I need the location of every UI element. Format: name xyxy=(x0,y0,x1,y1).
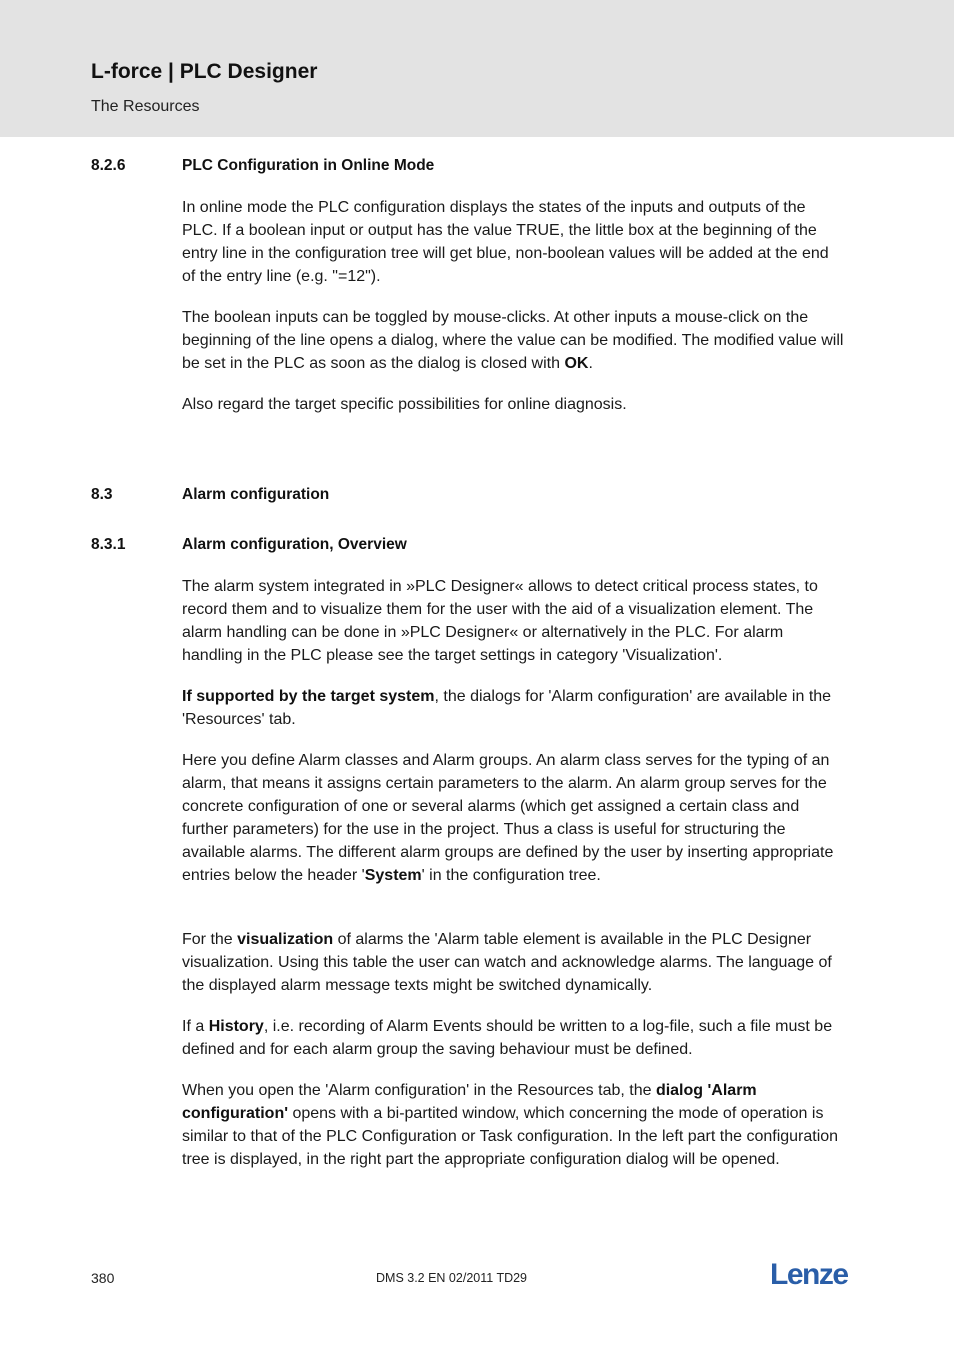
bold-text: OK xyxy=(564,355,589,372)
text-run: The boolean inputs can be toggled by mouse-clicks. At other inputs a mouse-click on the beginning of the line opens a dialog, where the value can be modified. The modified value will be set in the PLC as soon as the dialog is closed with xyxy=(182,309,844,372)
paragraph xyxy=(182,685,844,731)
bold-text: dialog 'Alarm configuration' xyxy=(182,1082,757,1122)
paragraph xyxy=(182,749,844,887)
bold-text: If supported by the target system xyxy=(182,688,435,705)
paragraph xyxy=(182,1015,844,1061)
text-run: For the xyxy=(182,931,238,948)
bold-text: System xyxy=(364,867,422,884)
document-title: L-force | PLC Designer xyxy=(91,60,318,83)
section-title: Alarm configuration xyxy=(182,486,330,503)
section-number: 8.3.1 xyxy=(91,536,126,553)
paragraph xyxy=(182,928,844,997)
paragraph: Also regard the target specific possibilities for online diagnosis. xyxy=(182,396,627,413)
text-run: . xyxy=(588,355,593,372)
paragraph: In online mode the PLC configuration displays the states of the inputs and outputs of the PLC. If a boolean input or output has the value TRUE, the little box at the beginning of the entry line in the configuration tree will get blue, non-boolean values will be added at the end of the entry line (e.g. "=12"). xyxy=(182,199,829,285)
bold-text: History xyxy=(208,1018,264,1035)
bold-text: visualization xyxy=(237,931,334,948)
lenze-logo: Lenze xyxy=(770,1258,848,1291)
paragraph: The alarm system integrated in »PLC Designer« allows to detect critical process states, to record them and to visualize them for the user with the aid of a visualization element. The alarm handling can be done in »PLC Designer« or alternatively in the PLC. For alarm handling in the PLC please see the target settings in category 'Visualization'. xyxy=(182,578,818,664)
text-run: , the dialogs for 'Alarm configuration' are available in the 'Resources' tab. xyxy=(182,688,832,728)
section-title: Alarm configuration, Overview xyxy=(182,536,407,553)
text-run: ' in the configuration tree. xyxy=(421,867,601,884)
section-title: PLC Configuration in Online Mode xyxy=(182,157,435,174)
chapter-subtitle: The Resources xyxy=(91,98,200,115)
text-run: If a xyxy=(182,1018,209,1035)
text-run: , i.e. recording of Alarm Events should be written to a log-file, such a file must be defined and for each alarm group the saving behaviour must be defined. xyxy=(182,1018,833,1058)
text-run: opens with a bi-partited window, which concerning the mode of operation is similar to that of the PLC Configuration or Task configuration. In the left part the configuration tree is displayed, in the right part the appropriate configuration dialog will be opened. xyxy=(182,1105,839,1168)
section-number: 8.3 xyxy=(91,486,113,503)
section-number: 8.2.6 xyxy=(91,157,126,174)
text-run: of alarms the 'Alarm table element is available in the PLC Designer visualization. Using this table the user can watch and acknowledge alarms. The language of the displayed alarm message texts might be switched dynamically. xyxy=(182,931,832,994)
paragraph xyxy=(182,1079,844,1171)
text-run: Here you define Alarm classes and Alarm groups. An alarm class serves for the typing of an alarm, that means it assigns certain parameters to the alarm. An alarm group serves for the concrete configuration of one or several alarms (which get assigned a certain class and further parameters) for the use in the project. Thus a class is useful for structuring the available alarms. The different alarm groups are defined by the user by inserting appropriate entries below the header ' xyxy=(182,752,834,884)
page-number: 380 xyxy=(91,1270,115,1286)
text-run: When you open the 'Alarm configuration' in the Resources tab, the xyxy=(182,1082,656,1099)
document-reference: DMS 3.2 EN 02/2011 TD29 xyxy=(376,1271,528,1285)
paragraph xyxy=(182,306,844,375)
